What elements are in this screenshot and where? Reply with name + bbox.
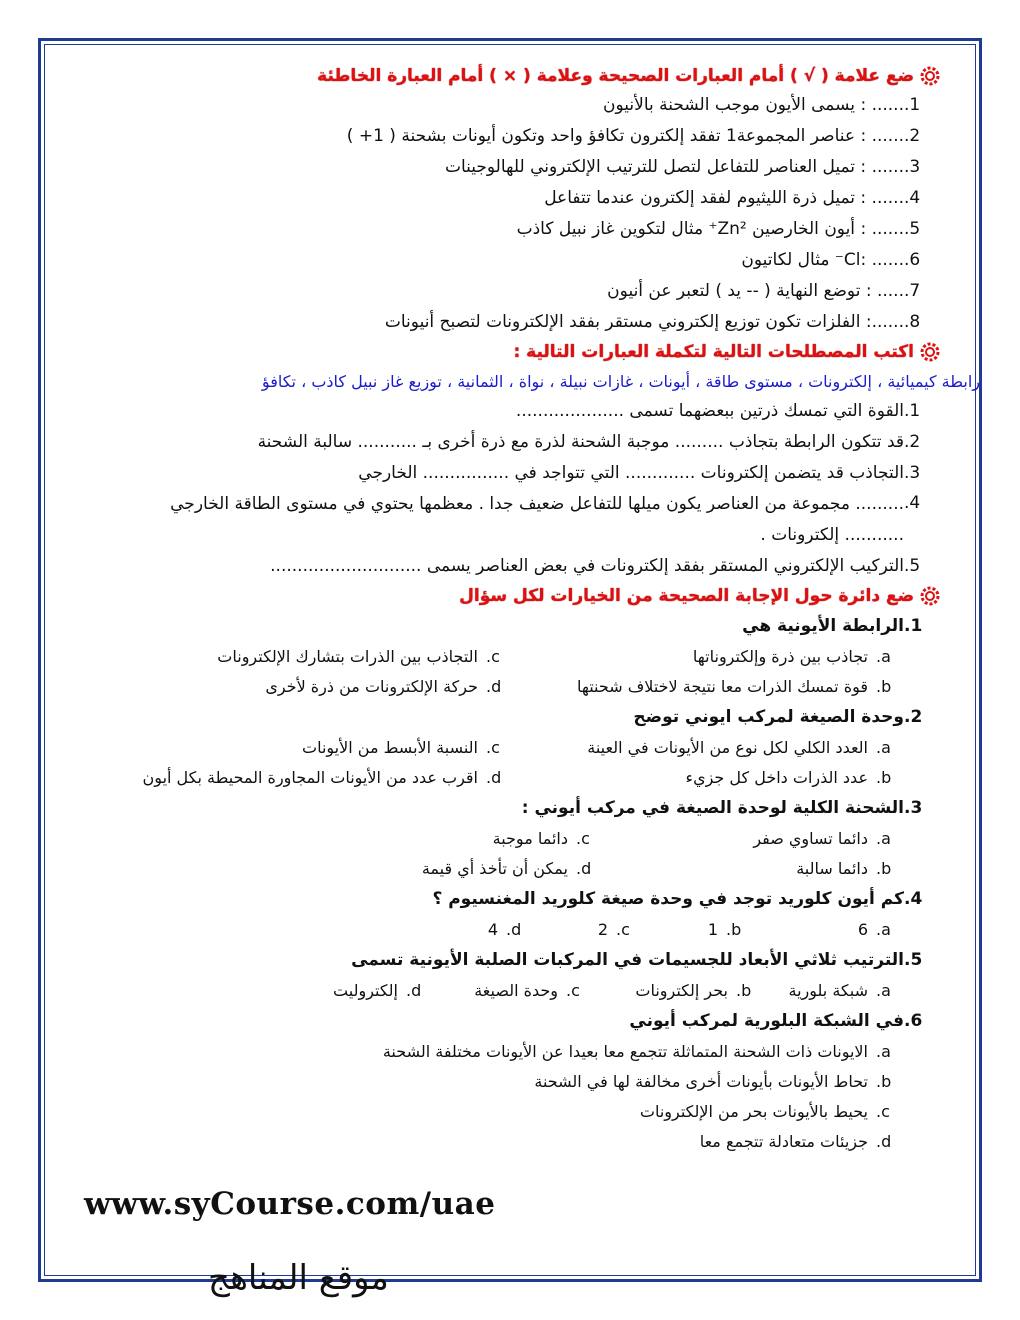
fill-in-item (60, 427, 940, 458)
option-text: حركة الإلكترونات من ذرة لأخرى (265, 676, 478, 696)
answer-option[interactable] (126, 1102, 906, 1121)
option-text: شبكة بلورية (788, 980, 868, 1000)
question-number: 6. (904, 1010, 923, 1031)
item-text: ......... مجموعة من العناصر يكون ميلها للتفاعل ضعيف جدا . معظمها يحتوي في مستوى الطاقة الخارجي ........... إلكترونات . (170, 494, 904, 545)
question (60, 610, 940, 641)
option-row (60, 853, 940, 883)
answer-option[interactable] (96, 677, 516, 696)
answer-option[interactable] (306, 829, 606, 848)
option-text: النسبة الأبسط من الأيونات (302, 737, 478, 757)
option-row (60, 641, 940, 671)
question (60, 792, 940, 823)
option-text: الايونات ذات الشحنة المتماثلة تتجمع معا بعيدا عن الأيونات مختلفة الشحنة (382, 1041, 868, 1061)
answer-option[interactable] (606, 859, 906, 878)
option-text: يمكن أن تأخذ أي قيمة (421, 858, 568, 878)
option-text: دائما تساوي صفر (753, 828, 868, 848)
answer-option[interactable] (96, 768, 516, 787)
section-title-text: اكتب المصطلحات التالية لتكملة العبارات التالية : (513, 342, 914, 362)
option-text: عدد الذرات داخل كل جزيء (685, 767, 868, 787)
option-row (60, 732, 940, 762)
item-text: التركيب الإلكتروني المستقر بفقد إلكترونات في بعض العناصر يسمى ............................ (270, 556, 904, 576)
option-letter: d. (576, 858, 592, 878)
question-text: الترتيب ثلاثي الأبعاد للجسيمات في المركبات الصلبة الأيونية تسمى (351, 949, 904, 970)
option-letter: b. (876, 767, 892, 787)
item-number: 5. (904, 219, 921, 239)
item-text: قد تتكون الرابطة بتجاذب ......... موجبة الشحنة لذرة مع ذرة أخرى بـ ........... سالبة الشحنة (257, 432, 904, 452)
option-letter: a. (876, 828, 891, 848)
option-letter: c. (616, 919, 630, 939)
option-text: بحر إلكترونات (635, 980, 728, 1000)
option-text: دائما سالبة (796, 858, 868, 878)
answer-option[interactable] (96, 738, 516, 757)
fill-in-list (60, 396, 940, 582)
section-title-multiple-choice (60, 582, 940, 610)
true-false-item (60, 307, 940, 338)
section-title-text: ضع دائرة حول الإجابة الصحيحة من الخيارات لكل سؤال (459, 586, 914, 606)
option-row (60, 1126, 940, 1156)
item-text: ...... : تميل ذرة الليثيوم لفقد إلكترون عندما تتفاعل (544, 188, 904, 208)
answer-option[interactable] (536, 920, 646, 939)
question (60, 944, 940, 975)
answer-option[interactable] (96, 647, 516, 666)
option-letter: b. (876, 1071, 892, 1091)
item-text: ...... :Cl⁻ مثال لكاتيون (741, 250, 904, 270)
item-number: 5. (904, 556, 921, 576)
true-false-list (60, 90, 940, 338)
item-text: القوة التي تمسك ذرتين ببعضهما تسمى .................... (515, 401, 904, 421)
item-number: 4. (904, 188, 921, 208)
answer-option[interactable] (646, 920, 756, 939)
true-false-item (60, 245, 940, 276)
section-title-true-false (60, 62, 940, 90)
option-letter: b. (876, 676, 892, 696)
answer-option[interactable] (516, 768, 906, 787)
option-letter: c. (566, 980, 580, 1000)
option-letter: a. (876, 1041, 891, 1061)
item-text: ...... : يسمى الأيون موجب الشحنة بالأنيون (603, 95, 904, 115)
option-row (60, 762, 940, 792)
answer-option[interactable] (126, 1072, 906, 1091)
option-letter: a. (876, 646, 891, 666)
option-text: وحدة الصيغة (474, 980, 558, 1000)
option-letter: a. (876, 980, 891, 1000)
section-title-fill-in (60, 338, 940, 366)
option-text: يحيط بالأيونات بحر من الإلكترونات (639, 1101, 868, 1121)
item-text: ...... : أيون الخارصين Zn²⁺ مثال لتكوين غاز نبيل كاذب (516, 219, 904, 239)
question-number: 5. (904, 949, 923, 970)
option-letter: d. (486, 676, 502, 696)
answer-option[interactable] (126, 1132, 906, 1151)
fill-in-item (60, 489, 940, 551)
item-text: ...... : عناصر المجموعة1 تفقد إلكترون تكافؤ واحد وتكون أيونات بشحنة ( 1+ ) (346, 126, 904, 146)
question-text: الشحنة الكلية لوحدة الصيغة في مركب أيوني : (521, 797, 904, 818)
question-text: وحدة الصيغة لمركب ايوني توضح (633, 706, 904, 727)
answer-option[interactable] (516, 647, 906, 666)
option-letter: b. (876, 858, 892, 878)
item-number: 3. (904, 463, 921, 483)
item-number: 7. (904, 281, 921, 301)
option-letter: c. (576, 828, 590, 848)
item-number: 2. (904, 126, 921, 146)
option-letter: b. (726, 919, 742, 939)
item-number: 3. (904, 157, 921, 177)
answer-option[interactable] (276, 981, 436, 1000)
true-false-item (60, 183, 940, 214)
option-text: قوة تمسك الذرات معا نتيجة لاختلاف شحنتها (576, 676, 868, 696)
question-number: 2. (904, 706, 923, 727)
option-row (60, 671, 940, 701)
question-text: كم أيون كلوريد توجد في وحدة صيغة كلوريد المغنسيوم ؟ (432, 888, 904, 909)
option-letter: d. (406, 980, 422, 1000)
option-text: تحاط الأيونات بأيونات أخرى مخالفة لها في الشحنة (534, 1071, 868, 1091)
item-number: 4. (904, 493, 921, 513)
answer-option[interactable] (306, 859, 606, 878)
option-text: 1 (707, 919, 718, 939)
answer-option[interactable] (756, 920, 906, 939)
option-text: العدد الكلي لكل نوع من الأيونات في العينة (587, 737, 868, 757)
section-title-text: ضع علامة ( √ ) أمام العبارات الصحيحة وعلامة ( × ) أمام العبارة الخاطئة (317, 66, 914, 86)
site-url[interactable]: www.syCourse.com/uae (84, 1186, 496, 1222)
true-false-item (60, 90, 940, 121)
answer-option[interactable] (596, 981, 766, 1000)
option-letter: a. (876, 919, 891, 939)
option-row (60, 1036, 940, 1066)
option-letter: d. (486, 767, 502, 787)
option-text: إلكتروليت (333, 980, 398, 1000)
answer-option[interactable] (126, 1042, 906, 1061)
gear-bullet-icon (920, 342, 940, 362)
site-signature: موقع المناهج (208, 1258, 389, 1298)
item-number: 1. (904, 95, 921, 115)
option-text: اقرب عدد من الأيونات المجاورة المحيطة بكل أيون (142, 767, 478, 787)
item-text: التجاذب قد يتضمن إلكترونات ............. التي تتواجد في ................ الخارجي (358, 463, 904, 483)
true-false-item (60, 276, 940, 307)
item-number: 6. (904, 250, 921, 270)
answer-option[interactable] (766, 981, 906, 1000)
option-row (60, 1066, 940, 1096)
option-text: تجاذب بين ذرة وإلكتروناتها (692, 646, 868, 666)
worksheet (60, 60, 980, 1156)
option-letter: d. (876, 1131, 892, 1151)
true-false-item (60, 121, 940, 152)
fill-in-item (60, 551, 940, 582)
item-text: ......: الفلزات تكون توزيع إلكتروني مستقر بفقد الإلكترونات لتصبح أنيونات (384, 312, 904, 332)
question (60, 883, 940, 914)
answer-option[interactable] (606, 829, 906, 848)
option-letter: b. (736, 980, 752, 1000)
gear-bullet-icon (920, 66, 940, 86)
question-number: 4. (904, 888, 923, 909)
option-row (60, 1096, 940, 1126)
answer-option[interactable] (516, 677, 906, 696)
question-text: الرابطة الأيونية هي (742, 615, 904, 636)
option-letter: c. (876, 1101, 890, 1121)
option-letter: d. (506, 919, 522, 939)
multiple-choice-list (60, 610, 940, 1156)
answer-option[interactable] (426, 920, 536, 939)
option-row (60, 914, 940, 944)
option-text: جزيئات متعادلة تتجمع معا (699, 1131, 868, 1151)
word-bank: رابطة كيميائية ، إلكترونات ، مستوى طاقة ، أيونات ، غازات نبيلة ، نواة ، الثمانية ، توزيع غاز نبيل كاذب ، تكافؤ (261, 371, 980, 391)
question (60, 1005, 940, 1036)
option-letter: a. (876, 737, 891, 757)
item-number: 2. (904, 432, 921, 452)
option-letter: c. (486, 646, 500, 666)
question (60, 701, 940, 732)
option-letter: c. (486, 737, 500, 757)
item-number: 8. (904, 312, 921, 332)
item-text: ..... : توضع النهاية ( -- يد ) لتعبر عن أنيون (607, 281, 904, 301)
option-text: 6 (857, 919, 868, 939)
option-text: دائما موجبة (492, 828, 568, 848)
item-text: ...... : تميل العناصر للتفاعل لتصل للترتيب الإلكتروني للهالوجينات (444, 157, 904, 177)
option-row (60, 823, 940, 853)
question-number: 1. (904, 615, 923, 636)
fill-in-item (60, 396, 940, 427)
option-text: 2 (597, 919, 608, 939)
gear-bullet-icon (920, 586, 940, 606)
true-false-item (60, 214, 940, 245)
option-text: التجاذب بين الذرات بتشارك الإلكترونات (217, 646, 478, 666)
question-number: 3. (904, 797, 923, 818)
answer-option[interactable] (516, 738, 906, 757)
answer-option[interactable] (436, 981, 596, 1000)
option-text: 4 (487, 919, 498, 939)
item-number: 1. (904, 401, 921, 421)
fill-in-item (60, 458, 940, 489)
option-row (60, 975, 940, 1005)
question-text: في الشبكة البلورية لمركب أيوني (629, 1010, 904, 1031)
true-false-item (60, 152, 940, 183)
